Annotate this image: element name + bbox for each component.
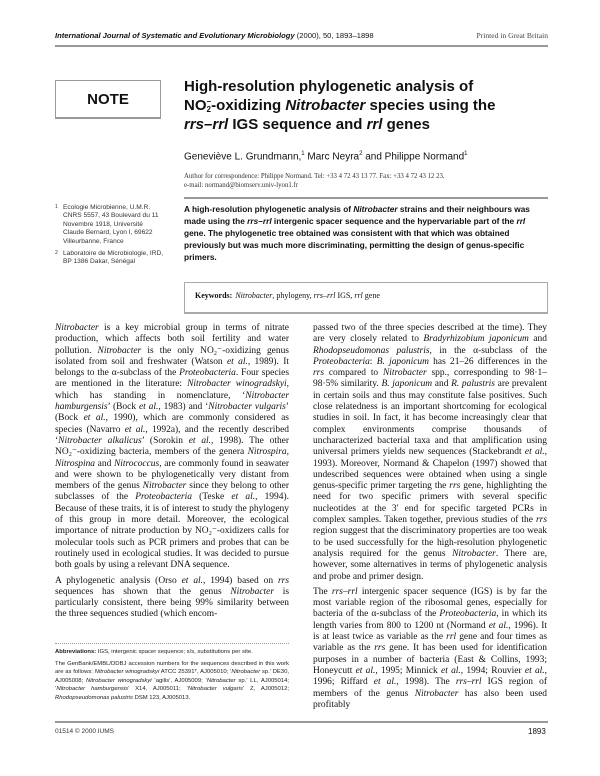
affiliations	[55, 204, 165, 271]
title-line: High-resolution phylogenetic analysis of	[184, 78, 474, 95]
copyright: 01514 © 2000 IUMS	[55, 728, 114, 735]
abstract: A high-resolution phylogenetic analysis of Nitrobacter strains and their neighbours was made using the rrs–rrl intergenic spacer sequence and the hypervariable part of the rrl gene. The phylogenetic tree obtained was consistent with that which was obtained previously but was much more discriminating, permitting the design of genus-specific primers.	[184, 204, 530, 262]
keywords-label: Keywords:	[195, 291, 233, 300]
author: and Philippe Normand	[362, 151, 465, 163]
paragraph: The rrs–rrl intergenic spacer sequence (IGS) is by far the most variable region of the ribosomal genes, especially for bacteria of the α-subclass of the Proteobacteria, in which its length varies from 800 to 1200 nt (Normand et al., 1996). It is at least twice as variable as the rrl gene and four times as variable as the rrs gene. It has been used for identification purposes in a number of bacteria (East & Collins, 1993; Honeycutt et al., 1995; Minnick et al., 1994; Rouvier et al., 1996; Riffard et al., 1998). The rrs–rrl IGS region of members of the genus Nitrobacter has also been used profitably	[313, 586, 548, 710]
paragraph: A phylogenetic analysis (Orso et al., 1994) based on rrs sequences has shown that the genus Nitrobacter is particularly consistent, there being 99% similarity between the three sequences studied (which encom-	[55, 575, 290, 620]
accession-numbers: The GenBank/EMBL/DDBJ accession numbers for the sequences described in this work are as follows: Nitrobacter winogradskyi ATCC 25391ᵀ, AJ005010; ‘Nitrobacter sp.’ DE30, AJ005008; Nitrobacter winogradskyi ‘agilis’, AJ005009; ‘Nitrobacter sp.’ LL, AJ005014; ‘Nitrobacter hamburgensis’ X14, AJ005011; ‘Nitrobacter vulgaris’ Z, AJ005012; Rhodopseudomonas palustris DSM 123, AJ005013.	[55, 660, 289, 701]
abbreviations: Abbreviations: IGS, intergenic spacer sequence; s/s, substitutions per site.	[55, 649, 253, 655]
keywords-box	[184, 282, 548, 314]
paragraph: Nitrobacter is a key microbial group in terms of nitrate production, which affects both soil fertility and water pollution. Nitrobacter is the only NO₂⁻-oxidizing genus isolated from soil and freshwater (Watson et al., 1989). It belongs to the α-subclass of the Proteobacteria. Four species are mentioned in the literature: Nitrobacter winogradskyi, which has standing in nomenclature, ‘Nitrobacter hamburgensis’ (Bock et al., 1983) and ‘Nitrobacter vulgaris’ (Bock et al., 1990), which are commonly considered as species (Navarro et al., 1992a), and the recently described ‘Nitrobacter alkalicus’ (Sorokin et al., 1998). The other NO₂⁻-oxidizing bacteria, members of the genera Nitrospira, Nitrospina and Nitrococcus, are commonly found in seawater and were shown to be phylogenetically very distant from members of the genus Nitrobacter since they belong to other subclasses of the Proteobacteria (Teske et al., 1994). Because of these traits, it is of interest to study the phylogeny of this group in more detail. Moreover, the ecological importance of nitrate production by NO₂⁻-oxidizers calls for molecular tools such as PCR primers and probes that can be routinely used in ecological studies. It was decided to pursue both goals by using a relevant DNA sequence.	[55, 323, 289, 571]
journal-citation: (2000), 50, 1893–1898	[294, 31, 374, 40]
page-number: 1893	[528, 727, 546, 736]
title-line: rrs–rrl IGS sequence and rrl genes	[184, 116, 430, 133]
author: Marc Neyra	[304, 151, 360, 163]
keywords-text: Nitrobacter, phylogeny, rrs–rrl IGS, rrl gene	[235, 291, 380, 300]
email: e-mail: normand@biomserv.univ-lyon1.fr	[184, 181, 298, 189]
affiliation: 1 Ecologie Microbienne, U.M.R. CNRS 5557, 43 Boulevard du 11 Novembre 1918, Université Claude Bernard, Lyon I, 69622 Villeurbanne, France	[55, 204, 159, 245]
title-rule	[184, 197, 548, 199]
article-title	[184, 77, 544, 134]
author-list: Geneviève L. Grundmann,$^1$ Marc Neyra$^2$ and Philippe Normand$^1$	[184, 151, 468, 163]
running-header	[55, 31, 548, 40]
author: Geneviève L. Grundmann,	[184, 151, 302, 163]
note-label-box: NOTE	[55, 80, 161, 119]
header-rule	[55, 45, 548, 47]
journal-name: International Journal of Systematic and Evolutionary Microbiology	[55, 31, 295, 40]
title-line: NO − 2 -oxidizing Nitrobacter species using the	[184, 97, 496, 114]
paragraph: passed two of the three species described at the time). They are very closely related to Bradyrhizobium japonicum and Rhodopseudomonas palustris, in the α-subclass of the Proteobacteria: B. japonicum has 21–26 differences in the rrs compared to Nitrobacter spp., corresponding to 98·1–98·5% similarity. B. japonicum and R. palustris are prevalent in certain soils and thus may constitute false positives. Such close relatedness is an important shortcoming for ecological studies in soil. In fact, it has become increasingly clear that complex environments comprise thousands of uncharacterized bacterial taxa and that amplification using universal primers yields new sequences (Stackebrandt et al., 1993). Moreover, Normand & Chapelon (1997) showed that undescribed sequences were obtained when using a single genus-specific primer targeting the rrs gene, highlighting the need for two specific primers with several specific nucleotides at the 3′ end for specific targeted PCRs in complex samples. Taken together, previous studies of the rrs region suggest that the discriminatory properties are too weak to be used successfully for the high-resolution phylogenetic analysis required for the genus Nitrobacter. There are, however, some alternatives in terms of phylogenetic analysis and probe and primer design.	[313, 323, 548, 582]
printed-in: Printed in Great Britain	[476, 31, 548, 40]
affiliation: 2 Laboratoire de Microbiologie, IRD, BP 1386 Dakar, Sénégal	[55, 250, 164, 266]
body-column-right	[313, 323, 547, 715]
correspondence: Author for correspondence: Philippe Normand. Tel: +33 4 72 43 13 77. Fax: +33 4 72 43 12 23. e-mail: normand@biomserv.univ-lyon1.fr	[184, 173, 445, 189]
footer-rule	[55, 721, 548, 723]
body-column-left	[55, 323, 289, 625]
footnotes	[55, 643, 289, 706]
